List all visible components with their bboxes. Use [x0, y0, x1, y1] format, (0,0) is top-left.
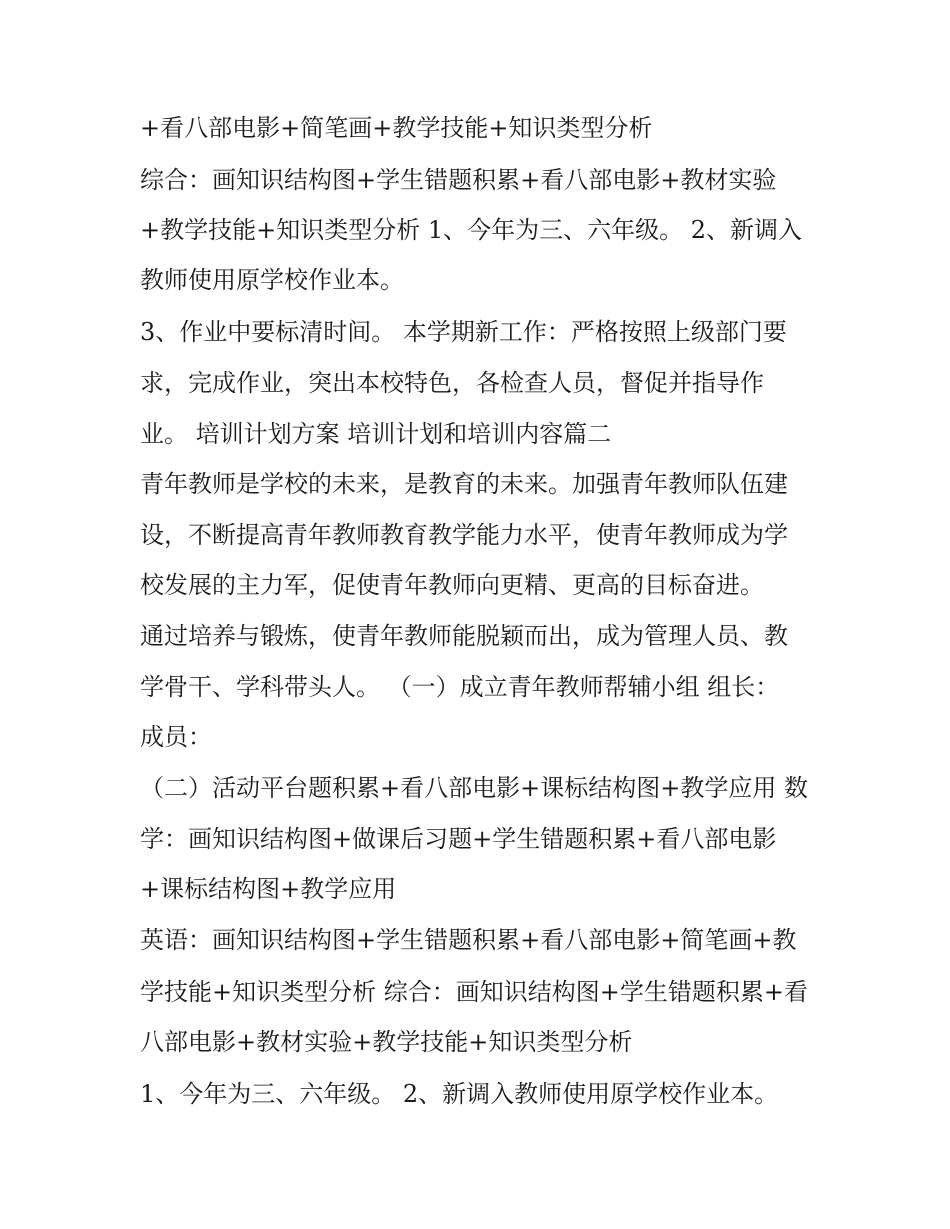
text-line-15: 学：画知识结构图+做课后习题+学生错题积累+看八部电影	[140, 825, 777, 853]
text-line-18: 学技能+知识类型分析 综合：画知识结构图+学生错题积累+看	[140, 978, 808, 1006]
text-line-12: 学骨干、学科带头人。 （一）成立青年教师帮辅小组 组长：	[140, 673, 780, 701]
text-line-17: 英语：画知识结构图+学生错题积累+看八部电影+简笔画+教	[140, 926, 797, 954]
text-line-7: 业。 培训计划方案 培训计划和培训内容篇二	[140, 420, 612, 448]
text-line-1: +看八部电影+简笔画+教学技能+知识类型分析	[140, 114, 653, 142]
text-line-5: 3、作业中要标清时间。 本学期新工作：严格按照上级部门要	[140, 318, 787, 346]
text-line-8: 青年教师是学校的未来，是教育的未来。加强青年教师队伍建	[140, 470, 788, 498]
text-line-9: 设，不断提高青年教师教育教学能力水平，使青年教师成为学	[140, 521, 788, 549]
text-line-16: +课标结构图+教学应用	[140, 875, 397, 903]
text-line-2: 综合：画知识结构图+学生错题积累+看八部电影+教材实验	[140, 166, 777, 194]
text-line-6: 求，完成作业，突出本校特色，各检查人员，督促并指导作	[140, 369, 764, 397]
text-line-11: 通过培养与锻炼，使青年教师能脱颖而出，成为管理人员、教	[140, 622, 788, 650]
text-line-10: 校发展的主力军，促使青年教师向更精、更高的目标奋进。	[140, 571, 764, 599]
text-line-14: （二）活动平台题积累+看八部电影+课标结构图+教学应用 数	[140, 774, 808, 802]
text-line-13: 成员：	[140, 723, 212, 751]
text-line-20: 1、今年为三、六年级。 2、新调入教师使用原学校作业本。	[140, 1080, 779, 1108]
text-line-4: 教师使用原学校作业本。	[140, 266, 404, 294]
text-line-19: 八部电影+教材实验+教学技能+知识类型分析	[140, 1028, 633, 1056]
text-line-3: +教学技能+知识类型分析 1、今年为三、六年级。 2、新调入	[140, 216, 803, 244]
